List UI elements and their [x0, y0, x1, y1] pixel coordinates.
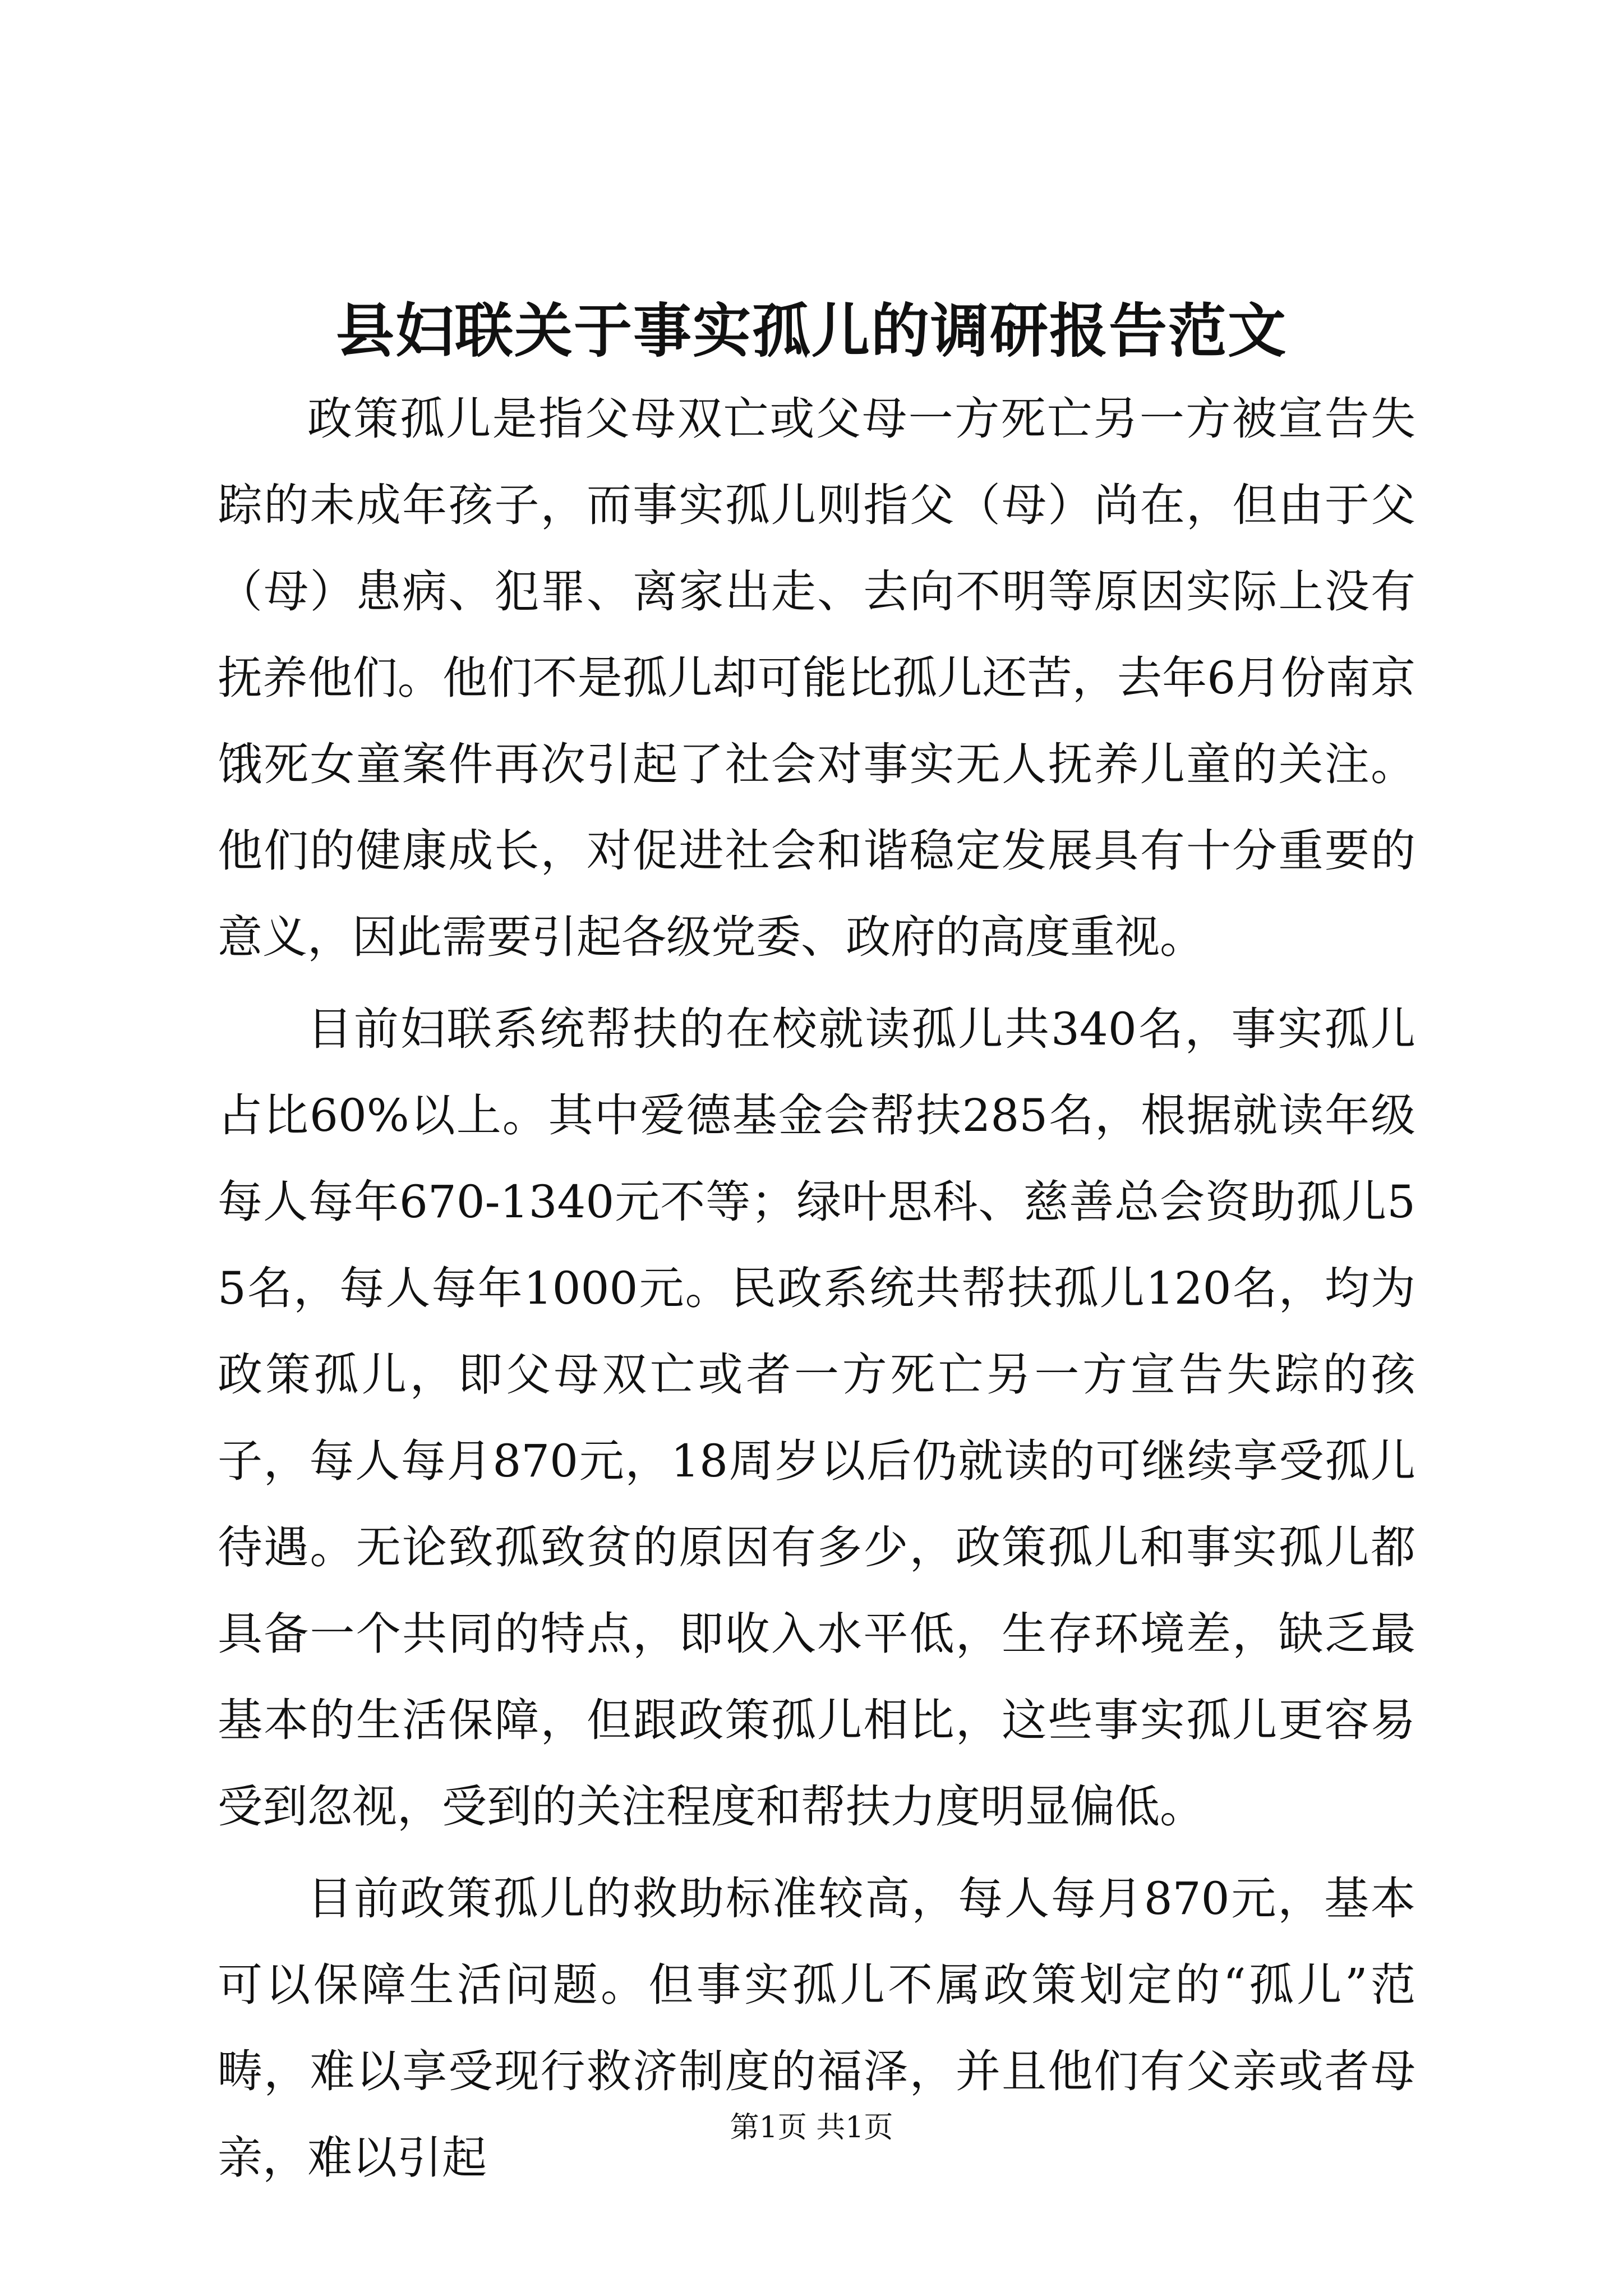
page-footer: 第1页 共1页 [730, 2111, 893, 2145]
paragraph-2: 目前妇联系统帮扶的在校就读孤儿共340名，事实孤儿占比60%以上。其中爱德基金会帮扶285名，根据就读年级每人每年670-1340元不等；绿叶思科、慈善总会资助孤儿55名，每人每年1000元。民政系统共帮扶孤儿120名，均为政策孤儿，即父母双亡或者一方死亡另一方宣告失踪的孩子，每人每月870元，18周岁以后仍就读的可继续享受孤儿待遇。无论致孤致贫的原因有多少，政策孤儿和事实孤儿都具备一个共同的特点，即收入水平低，生存环境差，缺乏最基本的生活保障，但跟政策孤儿相比，这些事实孤儿更容易受到忽视，受到的关注程度和帮扶力度明显偏低。 [218, 1003, 1415, 1833]
document-body [218, 376, 1415, 2207]
paragraph-3: 目前政策孤儿的救助标准较高，每人每月870元，基本可以保障生活问题。但事实孤儿不属政策划定的“孤儿”范畴，难以享受现行救济制度的福泽，并且他们有父亲或者母亲，难以引起 [218, 1872, 1415, 2184]
document-title: 县妇联关于事实孤儿的调研报告范文 [335, 296, 1287, 365]
paragraph-1: 政策孤儿是指父母双亡或父母一方死亡另一方被宣告失踪的未成年孩子，而事实孤儿则指父（母）尚在，但由于父（母）患病、犯罪、离家出走、去向不明等原因实际上没有抚养他们。他们不是孤儿却可能比孤儿还苦，去年6月份南京饿死女童案件再次引起了社会对事实无人抚养儿童的关注。他们的健康成长，对促进社会和谐稳定发展具有十分重要的意义，因此需要引起各级党委、政府的高度重视。 [218, 393, 1415, 963]
